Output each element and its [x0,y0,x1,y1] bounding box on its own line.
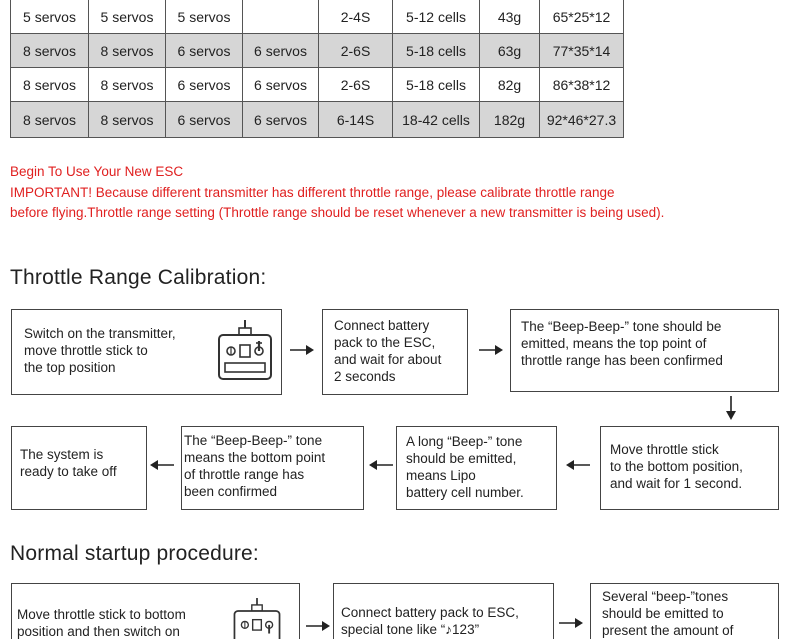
step-text: Move throttle stick to bottom [17,607,186,622]
startup-step-3 [590,583,779,639]
arrow-icon [478,343,504,357]
arrow-icon [565,458,591,472]
step-text: throttle range has been confirmed [521,353,723,368]
transmitter-icon [231,596,283,639]
step-text: ready to take off [20,464,117,479]
table-row [11,68,624,102]
calibration-step-1 [11,309,282,395]
table-cell: 5-12 cells [393,0,480,34]
arrow-icon [289,343,315,357]
step-text: to the bottom position, [610,459,743,474]
notice-heading: Begin To Use Your New ESC [10,164,184,179]
table-cell: 86*38*12 [540,68,624,102]
step-text: position and then switch on [17,624,180,639]
step-text: battery cell number. [406,485,524,500]
notice-line: IMPORTANT! Because different transmitter has different throttle range, please calibrate throttle range [10,184,615,200]
table-cell: 63g [480,34,540,68]
step-text: Connect battery pack to ESC, [341,605,519,620]
step-text: should be emitted to [602,606,724,621]
table-row [11,102,624,138]
step-text: pack to the ESC, [334,335,436,350]
table-row [11,0,624,34]
table-cell: 6-14S [319,102,393,138]
calibration-step-5 [396,426,557,510]
table-cell: 5 servos [166,0,243,34]
table-cell: 43g [480,0,540,34]
step-text: means the bottom point [184,450,326,465]
startup-heading: Normal startup procedure: [10,542,259,565]
table-cell [243,0,319,34]
calibration-step-2 [322,309,468,395]
step-text: means Lipo [406,468,476,483]
table-cell: 8 servos [11,102,89,138]
arrow-icon [149,458,175,472]
calibration-heading: Throttle Range Calibration: [10,266,267,289]
table-cell: 92*46*27.3 [540,102,624,138]
calibration-step-3 [510,309,779,392]
arrow-icon [724,395,738,421]
step-text: and wait for about [334,352,442,367]
table-cell: 8 servos [89,34,166,68]
table-cell: 2-4S [319,0,393,34]
step-text: Move throttle stick [610,442,719,457]
table-cell: 8 servos [11,68,89,102]
step-text: the top position [24,360,116,375]
table-cell: 65*25*12 [540,0,624,34]
step-text: Several “beep-”tones [602,589,729,604]
table-cell: 6 servos [243,68,319,102]
step-text: The system is [20,447,104,462]
table-cell: 6 servos [166,34,243,68]
important-notice [10,162,664,224]
step-text: move throttle stick to [24,343,148,358]
step-text: Connect battery [334,318,430,333]
table-cell: 6 servos [166,68,243,102]
calibration-step-6 [181,426,364,510]
table-cell: 6 servos [243,34,319,68]
table-row [11,34,624,68]
table-cell: 5 servos [89,0,166,34]
table-cell: 6 servos [166,102,243,138]
step-text: A long “Beep-” tone [406,434,523,449]
table-cell: 5 servos [11,0,89,34]
step-text: and wait for 1 second. [610,476,743,491]
table-cell: 8 servos [89,102,166,138]
notice-line: before flying.Throttle range setting (Throttle range should be reset whenever a new transmitter is being used). [10,205,665,220]
step-text: should be emitted, [406,451,517,466]
arrow-icon [305,619,331,633]
table-cell: 8 servos [89,68,166,102]
table-cell: 2-6S [319,34,393,68]
step-text: been confirmed [184,484,278,499]
step-text: of throttle range has [184,467,305,482]
spec-table [10,0,624,138]
arrow-icon [558,616,584,630]
step-text: special tone like “♪123” [341,622,480,637]
arrow-icon [368,458,394,472]
table-cell: 182g [480,102,540,138]
transmitter-icon [215,318,275,382]
startup-step-1 [11,583,300,639]
step-text: present the amount of [602,623,734,638]
table-cell: 77*35*14 [540,34,624,68]
table-cell: 5-18 cells [393,34,480,68]
step-text: The “Beep-Beep-” tone should be [521,319,722,334]
table-cell: 5-18 cells [393,68,480,102]
startup-step-2 [333,583,554,639]
step-text: Switch on the transmitter, [24,326,176,341]
calibration-step-7 [11,426,147,510]
step-text: 2 seconds [334,369,396,384]
table-cell: 18-42 cells [393,102,480,138]
table-cell: 6 servos [243,102,319,138]
calibration-step-4 [600,426,779,510]
step-text: emitted, means the top point of [521,336,707,351]
table-cell: 82g [480,68,540,102]
table-cell: 2-6S [319,68,393,102]
table-cell: 8 servos [11,34,89,68]
step-text: The “Beep-Beep-” tone [184,433,323,448]
